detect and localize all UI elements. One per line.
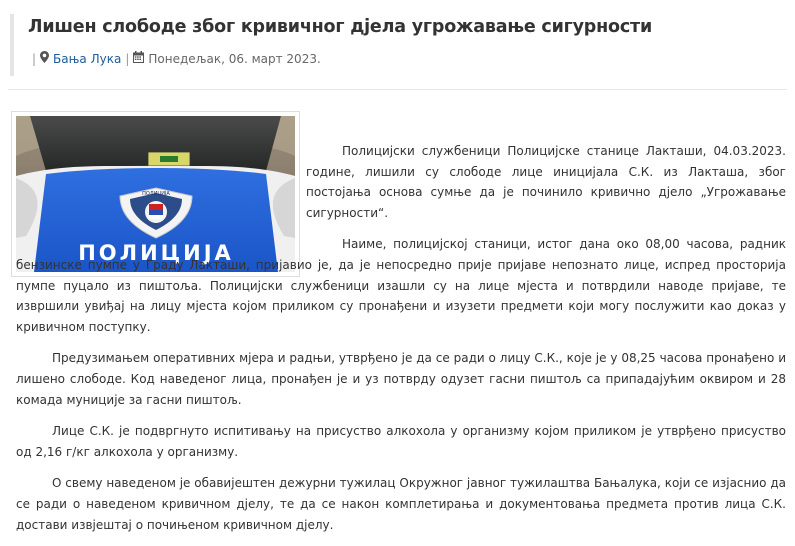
badge-lettering: ПОЛИЦИЈА: [142, 191, 170, 197]
meta-separator: |: [125, 51, 130, 66]
location-link[interactable]: Бања Лука: [53, 51, 122, 66]
calendar-icon: [133, 51, 144, 66]
paragraph: Наиме, полицијској станици, истог дана око 08,00 часова, радник бензинске пумпе у Граду Лакташи, пријавио је, да је непосредно прије пријаве непознато лице, испред просторија пумпе пуцало из пиштоља. Полицијски службеници изашли су на лице мјеста и потврдили наводе пријаве, те извршили увиђај на лицу мјеста којом приликом су пронађени и изузети предмети који могу послужити као доказ у кривичном поступку.: [16, 237, 786, 334]
article-title: Лишен слободе због кривичног дјела угрожавање сигурности: [28, 17, 653, 37]
paragraph: Предузимањем оперативних мјера и радњи, утврђено је да се ради о лицу С.К., које је у 08,25 часова пронађено и лишено слободе. Код наведеног лица, пронађен је и уз потврду одузет гасни пиштољ са припадајућим оквиром и 28 комада муниције за гасни пиштољ.: [16, 351, 786, 407]
paragraph: Лице С.К. је подвргнуто испитивању на присуство алкохола у организму којом приликом је утврђено присуство од 2,16 г/кг алкохола у организму.: [16, 424, 786, 459]
article-header: [10, 14, 794, 76]
article-meta: [28, 51, 321, 66]
hood-lettering: ПОЛИЦИЈА: [78, 241, 234, 265]
article-body: [16, 141, 786, 546]
paragraph: О свему наведеном је обавијештен дежурни тужилац Окружног јавног тужилаштва Бањалука, који се изјаснио да се ради о наведеном кривичном дјелу, те да се након комплетирања и документовања предмета против лица С.К. достави извјештај о почињеном кривичном дјелу.: [16, 476, 786, 532]
paragraph: Полицијски службеници Полицијске станице Лакташи, 04.03.2023. године, лишили су слободе лице иницијала С.К. из Лакташа, због постојања основа сумње да је починило кривично дјело „Угрожавање сигурности“.: [306, 144, 786, 220]
image-spacer: [16, 111, 306, 237]
publish-date: Понедељак, 06. март 2023.: [148, 51, 321, 66]
meta-separator: |: [32, 51, 37, 66]
divider: [8, 89, 787, 90]
map-marker-icon: [40, 51, 49, 66]
